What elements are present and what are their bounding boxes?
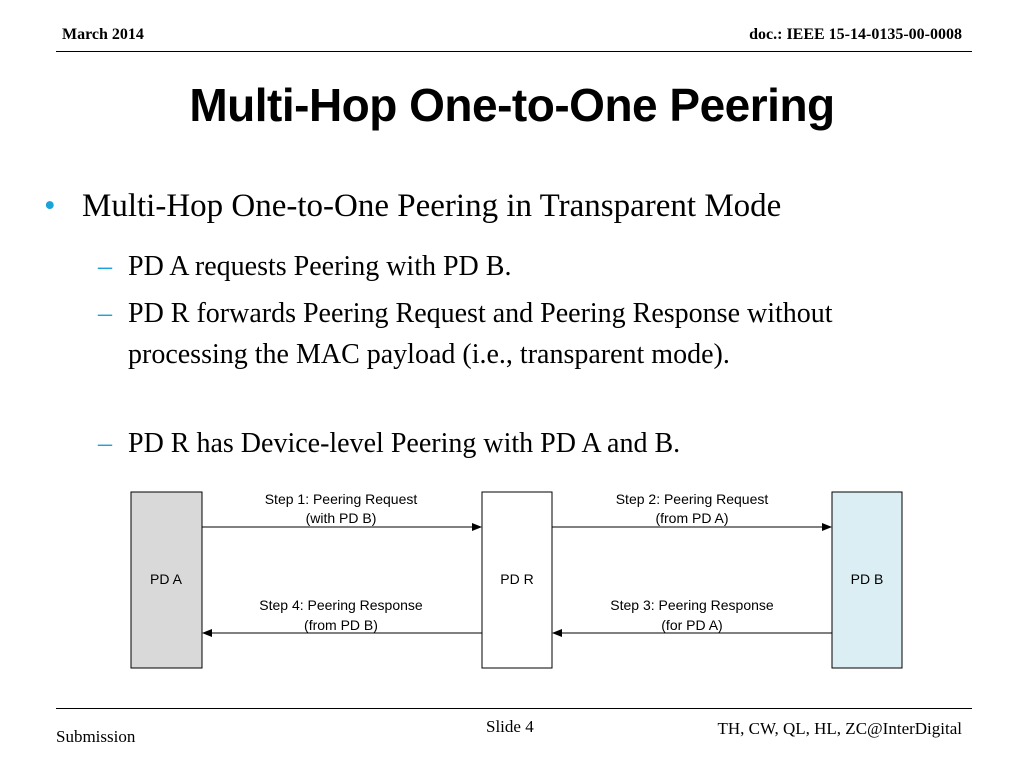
- bullet-marker: •: [44, 188, 56, 224]
- header-date: March 2014: [62, 26, 144, 43]
- subbullet-3: PD R has Device-level Peering with PD A and B.: [128, 428, 681, 459]
- pd-b-label: PD B: [850, 571, 884, 587]
- step-4-label: Step 4: Peering Response: [259, 597, 423, 613]
- step-1-label: Step 1: Peering Request: [264, 491, 418, 507]
- step-2-sublabel: (from PD A): [655, 510, 729, 526]
- pd-a-label: PD A: [150, 571, 182, 587]
- subbullet-marker: –: [98, 428, 112, 459]
- subbullet-1: PD A requests Peering with PD B.: [128, 251, 512, 282]
- subbullet-2: PD R forwards Peering Request and Peering Response without processing the MAC payload (i.e., transparent mode).: [128, 298, 833, 370]
- step-3-label: Step 3: Peering Response: [610, 597, 774, 613]
- footer-rule: [56, 708, 972, 709]
- peering-diagram: [0, 480, 1024, 680]
- slide-number: Slide 4: [486, 717, 534, 736]
- pd-r-label: PD R: [500, 571, 534, 587]
- step-1-sublabel: (with PD B): [305, 510, 377, 526]
- header-doc-id: doc.: IEEE 15-14-0135-00-0008: [749, 26, 962, 43]
- slide-title: Multi-Hop One-to-One Peering: [189, 79, 835, 131]
- bullet-main: Multi-Hop One-to-One Peering in Transparent Mode: [82, 188, 782, 224]
- step-4-sublabel: (from PD B): [304, 617, 378, 633]
- header-rule: [56, 51, 972, 52]
- subbullet-marker: –: [98, 251, 112, 282]
- step-2-label: Step 2: Peering Request: [615, 491, 769, 507]
- subbullet-marker: –: [98, 298, 112, 329]
- footer-submission: Submission: [56, 727, 136, 746]
- step-3-sublabel: (for PD A): [661, 617, 723, 633]
- footer-authors: TH, CW, QL, HL, ZC@InterDigital: [717, 719, 962, 738]
